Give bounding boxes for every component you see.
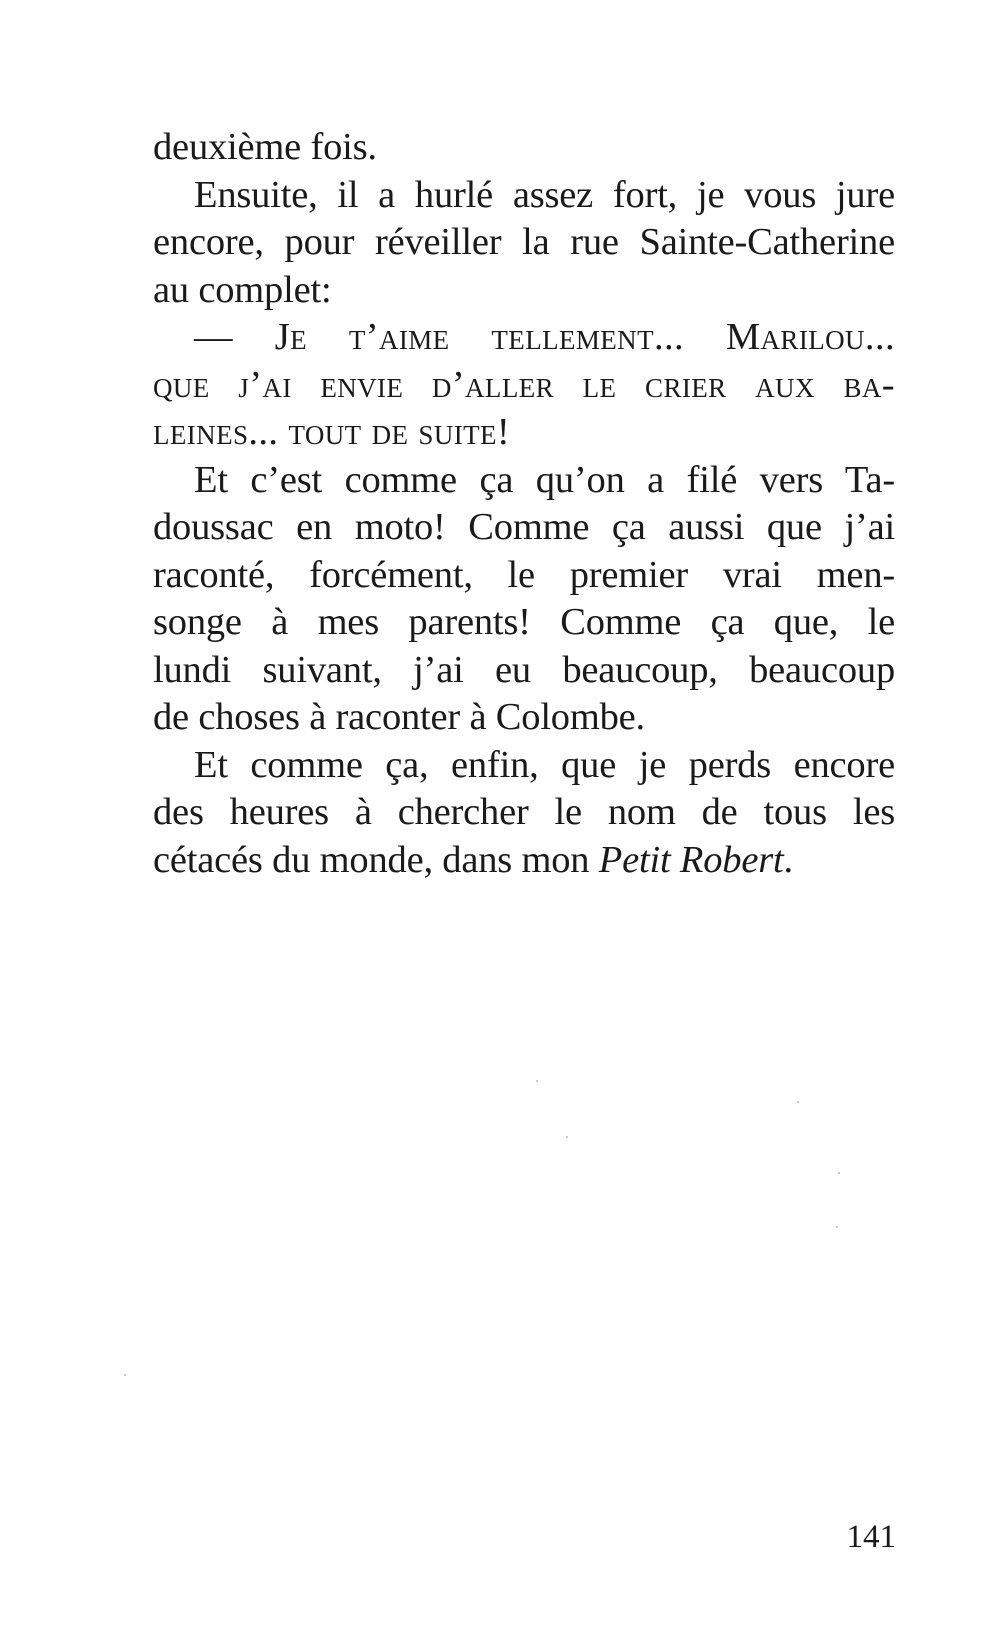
text-line: songe à mes parents! Comme ça que, le — [153, 601, 895, 643]
text-line: de choses à raconter à Colombe. — [153, 696, 645, 738]
last-line-punctuation: . — [783, 838, 793, 881]
scan-speck — [797, 1101, 799, 1103]
scan-speck — [566, 1136, 568, 1138]
text-line: des heures à chercher le nom de tous les — [153, 791, 895, 833]
text-line: doussac en moto! Comme ça aussi que j’ai — [153, 506, 895, 548]
scan-speck — [836, 1226, 838, 1228]
text-line: deuxième fois. — [153, 126, 377, 168]
dialogue-line: que j’ai envie d’aller le crier aux ba- — [153, 363, 895, 406]
text-line: lundi suivant, j’ai eu beaucoup, beaucoup — [153, 648, 895, 691]
text-line: encore, pour réveiller la rue Sainte-Catherine — [153, 221, 895, 263]
book-title-italic: Petit Robert — [598, 838, 784, 881]
scan-speck — [124, 1374, 126, 1376]
last-text-line — [153, 837, 895, 885]
text-line: Ensuite, il a hurlé assez fort, je vous jure — [194, 173, 895, 216]
text-line: au complet: — [153, 268, 332, 311]
page-number: 141 — [846, 1519, 896, 1555]
text-line: raconté, forcément, le premier vrai men- — [153, 553, 895, 596]
text-line: Et c’est comme ça qu’on a filé vers Ta- — [194, 458, 895, 501]
last-line-text: cétacés du monde, dans mon — [153, 838, 599, 881]
body-text — [153, 124, 895, 884]
scan-speck — [536, 1080, 538, 1082]
text-line: Et comme ça, enfin, que je perds encore — [194, 743, 895, 786]
scan-speck — [838, 1172, 840, 1174]
dialogue-line: — Je t’aime tellement... Marilou... — [194, 316, 895, 358]
dialogue-line: leines... tout de suite! — [153, 411, 511, 453]
